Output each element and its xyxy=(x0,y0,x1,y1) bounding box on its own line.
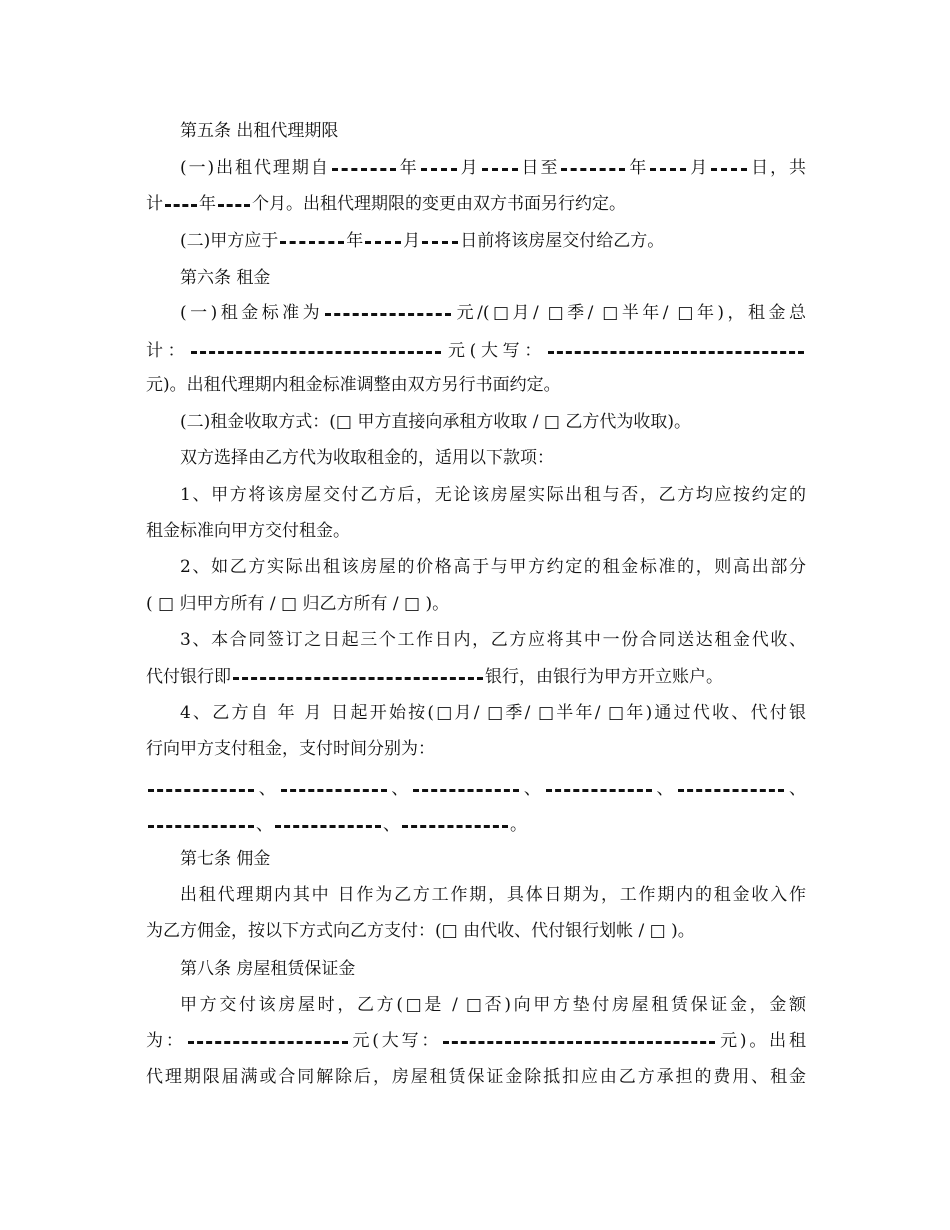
fill-blank[interactable] xyxy=(280,240,344,244)
fill-blank[interactable] xyxy=(148,824,254,828)
fill-blank[interactable] xyxy=(443,1040,715,1044)
fill-blank[interactable] xyxy=(421,167,457,171)
fill-blank[interactable] xyxy=(561,167,625,171)
paragraph-line: 为乙方佣金，按以下方式向乙方支付：(□ 由代收、代付银行划帐 / □ )。 xyxy=(146,921,695,941)
article-6-heading: 第六条 租金 xyxy=(180,268,271,288)
fill-blank[interactable] xyxy=(365,240,401,244)
paragraph-line: 双方选择由乙方代为收取租金的，适用以下款项： xyxy=(180,448,554,468)
fill-blank[interactable] xyxy=(191,350,441,354)
paragraph-line: 租金标准向甲方交付租金。 xyxy=(146,521,350,541)
fill-blank[interactable] xyxy=(148,788,254,792)
paragraph-line: 计： 元(大写： xyxy=(146,334,806,368)
fill-blank[interactable] xyxy=(650,167,686,171)
fill-blank[interactable] xyxy=(546,788,652,792)
fill-blank[interactable] xyxy=(325,312,451,316)
fill-blank[interactable] xyxy=(711,167,747,171)
fill-blank[interactable] xyxy=(678,788,784,792)
fill-blank[interactable] xyxy=(275,824,381,828)
fill-blank[interactable] xyxy=(413,788,519,792)
paragraph-line: (二)甲方应于 年 月 日前将该房屋交付给乙方。 xyxy=(180,231,665,251)
payment-dates-line: 、 、 。 xyxy=(146,808,806,842)
paragraph-line: (二)租金收取方式：(□ 甲方直接向承租方收取 / □ 乙方代为收取)。 xyxy=(180,412,691,432)
paragraph-line: 4、乙方自 年 月 日起开始按(□月/ □季/ □半年/ □年)通过代收、代付银 xyxy=(180,703,806,723)
paragraph-line: 出租代理期内其中 日作为乙方工作期，具体日期为，工作期内的租金收入作 xyxy=(180,885,806,905)
paragraph-line: 代付银行即 银行，由银行为甲方开立账户。 xyxy=(146,667,723,687)
fill-blank[interactable] xyxy=(218,203,250,207)
paragraph-line: 甲方交付该房屋时，乙方(□是 / □否)向甲方垫付房屋租赁保证金，金额 xyxy=(180,995,806,1015)
fill-blank[interactable] xyxy=(402,824,508,828)
article-8-heading: 第八条 房屋租赁保证金 xyxy=(180,959,356,979)
article-7-heading: 第七条 佣金 xyxy=(180,849,271,869)
fill-blank[interactable] xyxy=(422,240,458,244)
paragraph-line: 代理期限届满或合同解除后，房屋租赁保证金除抵扣应由乙方承担的费用、租金 xyxy=(146,1067,806,1087)
fill-blank[interactable] xyxy=(281,788,387,792)
paragraph-line: (一)租金标准为 元/(□月/ □季/ □半年/ □年)，租金总 xyxy=(180,303,806,323)
paragraph-line: 2、如乙方实际出租该房屋的价格高于与甲方约定的租金标准的，则高出部分 xyxy=(180,557,806,577)
fill-blank[interactable] xyxy=(233,676,483,680)
paragraph-line: 为： 元(大写： 元)。出租 xyxy=(146,1031,806,1051)
fill-blank[interactable] xyxy=(332,167,396,171)
fill-blank[interactable] xyxy=(188,1040,348,1044)
article-5-heading: 第五条 出租代理期限 xyxy=(180,121,339,141)
payment-dates-line: 、 、 、 、 、 xyxy=(146,772,806,806)
paragraph-line: 3、本合同签订之日起三个工作日内，乙方应将其中一份合同送达租金代收、 xyxy=(180,630,806,650)
fill-blank[interactable] xyxy=(482,167,518,171)
paragraph-line: ( □ 归甲方所有 / □ 归乙方所有 / □ )。 xyxy=(146,594,450,614)
fill-blank[interactable] xyxy=(165,203,197,207)
paragraph-line: 元)。出租代理期内租金标准调整由双方另行书面约定。 xyxy=(146,375,561,395)
paragraph-line: (一)出租代理期自 年 月 日至 年 月 日，共 xyxy=(180,158,806,178)
paragraph-line: 行向甲方支付租金，支付时间分别为： xyxy=(146,739,435,759)
paragraph-line: 计 年 个月。出租代理期限的变更由双方书面另行约定。 xyxy=(146,194,626,214)
fill-blank[interactable] xyxy=(548,350,804,354)
paragraph-line: 1、甲方将该房屋交付乙方后，无论该房屋实际出租与否，乙方均应按约定的 xyxy=(180,485,806,505)
